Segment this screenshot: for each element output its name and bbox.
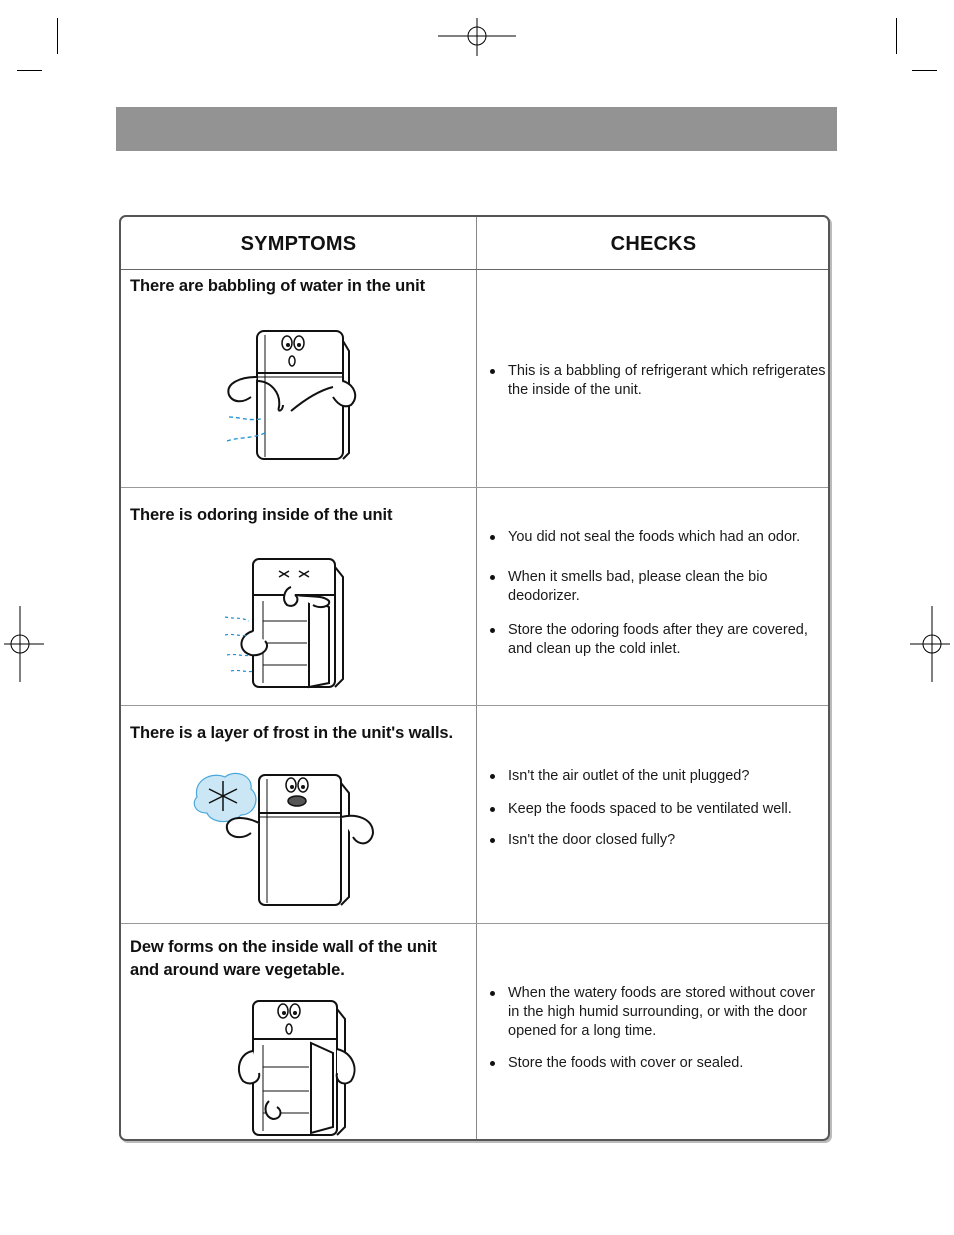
bullet-icon: [490, 991, 495, 996]
bullet-icon: [490, 628, 495, 633]
crop-mark: [57, 18, 58, 54]
registration-mark-icon: [4, 606, 44, 682]
checks-list: [489, 528, 829, 659]
check-item: [489, 568, 829, 606]
symptom-text: Dew forms on the inside wall of the unit and around ware vegetable.: [130, 938, 437, 979]
check-text: Store the odoring foods after they are covered, and clean up the cold inlet.: [508, 622, 808, 657]
check-text: Isn't the air outlet of the unit plugged?: [508, 768, 750, 784]
symptom-text: There is odoring inside of the unit: [130, 506, 393, 524]
bullet-icon: [490, 838, 495, 843]
checks-list: [489, 362, 829, 400]
bullet-icon: [490, 807, 495, 812]
troubleshooting-table: [119, 215, 830, 1141]
check-item: [489, 800, 829, 819]
row-divider: [121, 705, 828, 706]
check-text: You did not seal the foods which had an odor.: [508, 529, 801, 545]
symptoms-header: SYMPTOMS: [240, 233, 357, 255]
crop-mark: [896, 18, 897, 54]
bullet-icon: [490, 535, 495, 540]
check-item: [489, 528, 829, 547]
symptom-text: There are babbling of water in the unit: [130, 277, 425, 295]
column-divider: [476, 217, 477, 1139]
checks-list: [489, 767, 829, 850]
section-header-bar: [116, 107, 837, 151]
fridge-character-frost-icon: [191, 767, 381, 907]
row-divider: [121, 487, 828, 488]
check-item: [489, 621, 829, 659]
check-item: [489, 362, 829, 400]
bullet-icon: [490, 369, 495, 374]
crop-mark: [17, 70, 42, 71]
crop-mark: [912, 70, 937, 71]
check-item: [489, 984, 829, 1041]
check-item: [489, 767, 829, 786]
check-item: [489, 1054, 829, 1073]
fridge-character-water-babbling-icon: [221, 321, 361, 461]
fridge-character-odor-icon: [223, 551, 353, 691]
check-text: Isn't the door closed fully?: [508, 832, 676, 848]
check-text: When the watery foods are stored without cover in the high humid surrounding, or with the door opened for a long time.: [508, 985, 816, 1039]
check-text: This is a babbling of refrigerant which refrigerates the inside of the unit.: [508, 363, 826, 398]
header-divider: [121, 269, 828, 270]
symptom-text: There is a layer of frost in the unit's walls.: [130, 724, 453, 742]
checks-list: [489, 984, 829, 1073]
check-item: [489, 831, 829, 850]
registration-mark-icon: [910, 606, 950, 682]
check-text: When it smells bad, please clean the bio deodorizer.: [508, 569, 768, 604]
check-text: Store the foods with cover or sealed.: [508, 1055, 744, 1071]
row-divider: [121, 923, 828, 924]
checks-header: CHECKS: [610, 233, 697, 255]
bullet-icon: [490, 575, 495, 580]
registration-mark-icon: [438, 18, 516, 56]
check-text: Keep the foods spaced to be ventilated well.: [508, 801, 792, 817]
bullet-icon: [490, 774, 495, 779]
fridge-character-dew-icon: [233, 991, 368, 1137]
bullet-icon: [490, 1061, 495, 1066]
